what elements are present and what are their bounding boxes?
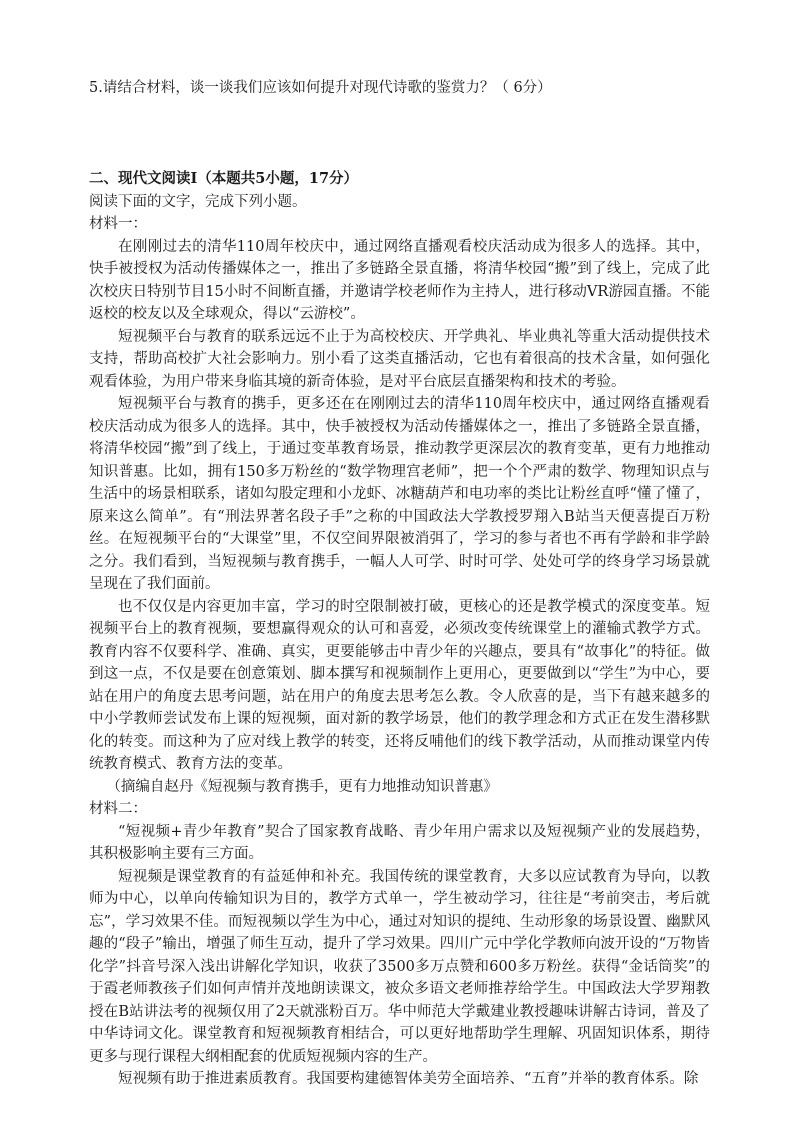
reading-section <box>89 168 710 1091</box>
material-1-label: 材料一： <box>89 216 147 232</box>
material-1-paragraph-3: 短视频平台与教育的携手，更多还在在刚刚过去的清华110周年校庆中，通过网络直播观看校庆活动成为很多人的选择。其中，快手被授权为活动传播媒体之一，推出了多链路全景直播，将清华校园“搬”到了线上，于通过变革教育场景，推动教学更深层次的教育变革，更有力地推动知识普惠。比如，拥有150多万粉丝的“数学物理宫老师”，把一个个严肃的数学、物理知识点与生活中的场景相联系，诸如勾股定理和小龙虾、冰糖葫芦和电功率的类比让粉丝直呼“懂了懂了，原来这么简单”。有“刑法界著名段子手”之称的中国政法大学教授罗翔入B站当天便喜提百万粉丝。在短视频平台的“大课堂”里，不仅空间界限被消弭了，学习的参与者也不再有学龄和非学龄之分。我们看到，当短视频与教育携手，一幅人人可学、时时可学、处处可学的终身学习场景就呈现在了我们面前。 <box>89 396 710 592</box>
material-1-paragraph-2: 短视频平台与教育的联系远远不止于为高校校庆、开学典礼、毕业典礼等重大活动提供技术支持，帮助高校扩大社会影响力。别小看了这类直播活动，它也有着很高的技术含量，如何强化观看体验，为用户带来身临其境的新奇体验，是对平台底层直播架构和技术的考验。 <box>89 328 710 390</box>
instruction-text: 阅读下面的文字，完成下列小题。 <box>89 193 307 210</box>
material-2-paragraph-1: “短视频+青少年教育”契合了国家教育战略、青少年用户需求以及短视频产业的发展趋势，其积极影响主要有三方面。 <box>89 823 710 862</box>
material-2-paragraph-2: 短视频是课堂教育的有益延伸和补充。我国传统的课堂教育，大多以应试教育为导向，以教师为中心，以单向传输知识为目的，教学方式单一，学生被动学习，往往是“考前突击，考后就忘”，学习效果不佳。而短视频以学生为中心，通过对知识的提纯、生动形象的场景设置、幽默风趣的“段子”输出，增强了师生互动，提升了学习效果。四川广元中学化学教师向波开设的“万物皆化学”抖音号深入浅出讲解化学知识，收获了3500多万点赞和600多万粉丝。获得“金话筒奖”的于霞老师教孩子们如何声情并茂地朗读课文，被众多语文老师推荐给学生。中国政法大学罗翔教授在B站讲法考的视频仅用了2天就涨粉百万。华中师范大学戴建业教授趣味讲解古诗词，普及了中华诗词文化。课堂教育和短视频教育相结合，可以更好地帮助学生理解、巩固知识体系，期待更多与现行课程大纲相配套的优质短视频内容的生产。 <box>89 868 710 1065</box>
material-1-paragraph-1: 在刚刚过去的清华110周年校庆中，通过网络直播观看校庆活动成为很多人的选择。其中，快手被授权为活动传播媒体之一，推出了多链路全景直播，将清华校园“搬”到了线上，完成了此次校庆日特别节目15小时不间断直播，并邀请学校老师作为主持人，进行移动VR游园直播。不能返校的校友以及全球观众，得以“云游校”。 <box>89 238 710 322</box>
material-1-source: （摘编自赵丹《短视频与教育携手，更有力地推动知识普惠》 <box>106 778 498 795</box>
material-2-label: 材料二： <box>89 801 147 817</box>
material-1-paragraph-4: 也不仅仅是内容更加丰富，学习的时空限制被打破，更核心的还是教学模式的深度变革。短视频平台上的教育视频，要想赢得观众的认可和喜爱，必须改变传统课堂上的灌输式教学方式。教育内容不仅要科学、准确、真实，更要能够击中青少年的兴趣点，要具有“故事化”的特征。做到这一点，不仅是要在创意策划、脚本撰写和视频制作上更用心，更要做到以“学生”为中心，要站在用户的角度去思考问题，站在用户的角度去思考怎么教。令人欣喜的是，当下有越来越多的中小学教师尝试发布上课的短视频，面对新的教学场景，他们的教学理念和方式正在发生潜移默化的转变。而这种为了应对线上教学的转变，还将反哺他们的线下教学活动，从而推动课堂内传统教育模式、教育方法的变革。 <box>89 598 710 772</box>
material-2-paragraph-3: 短视频有助于推进素质教育。我国要构建德智体美劳全面培养、“五育”并举的教育体系。除 <box>118 1071 699 1087</box>
question-5: 5.请结合材料，谈一谈我们应该如何提升对现代诗歌的鉴赏力？（ 6分） <box>89 79 552 96</box>
section-heading: 二、现代文阅读Ⅰ（本题共5小题，17分） <box>89 170 359 187</box>
